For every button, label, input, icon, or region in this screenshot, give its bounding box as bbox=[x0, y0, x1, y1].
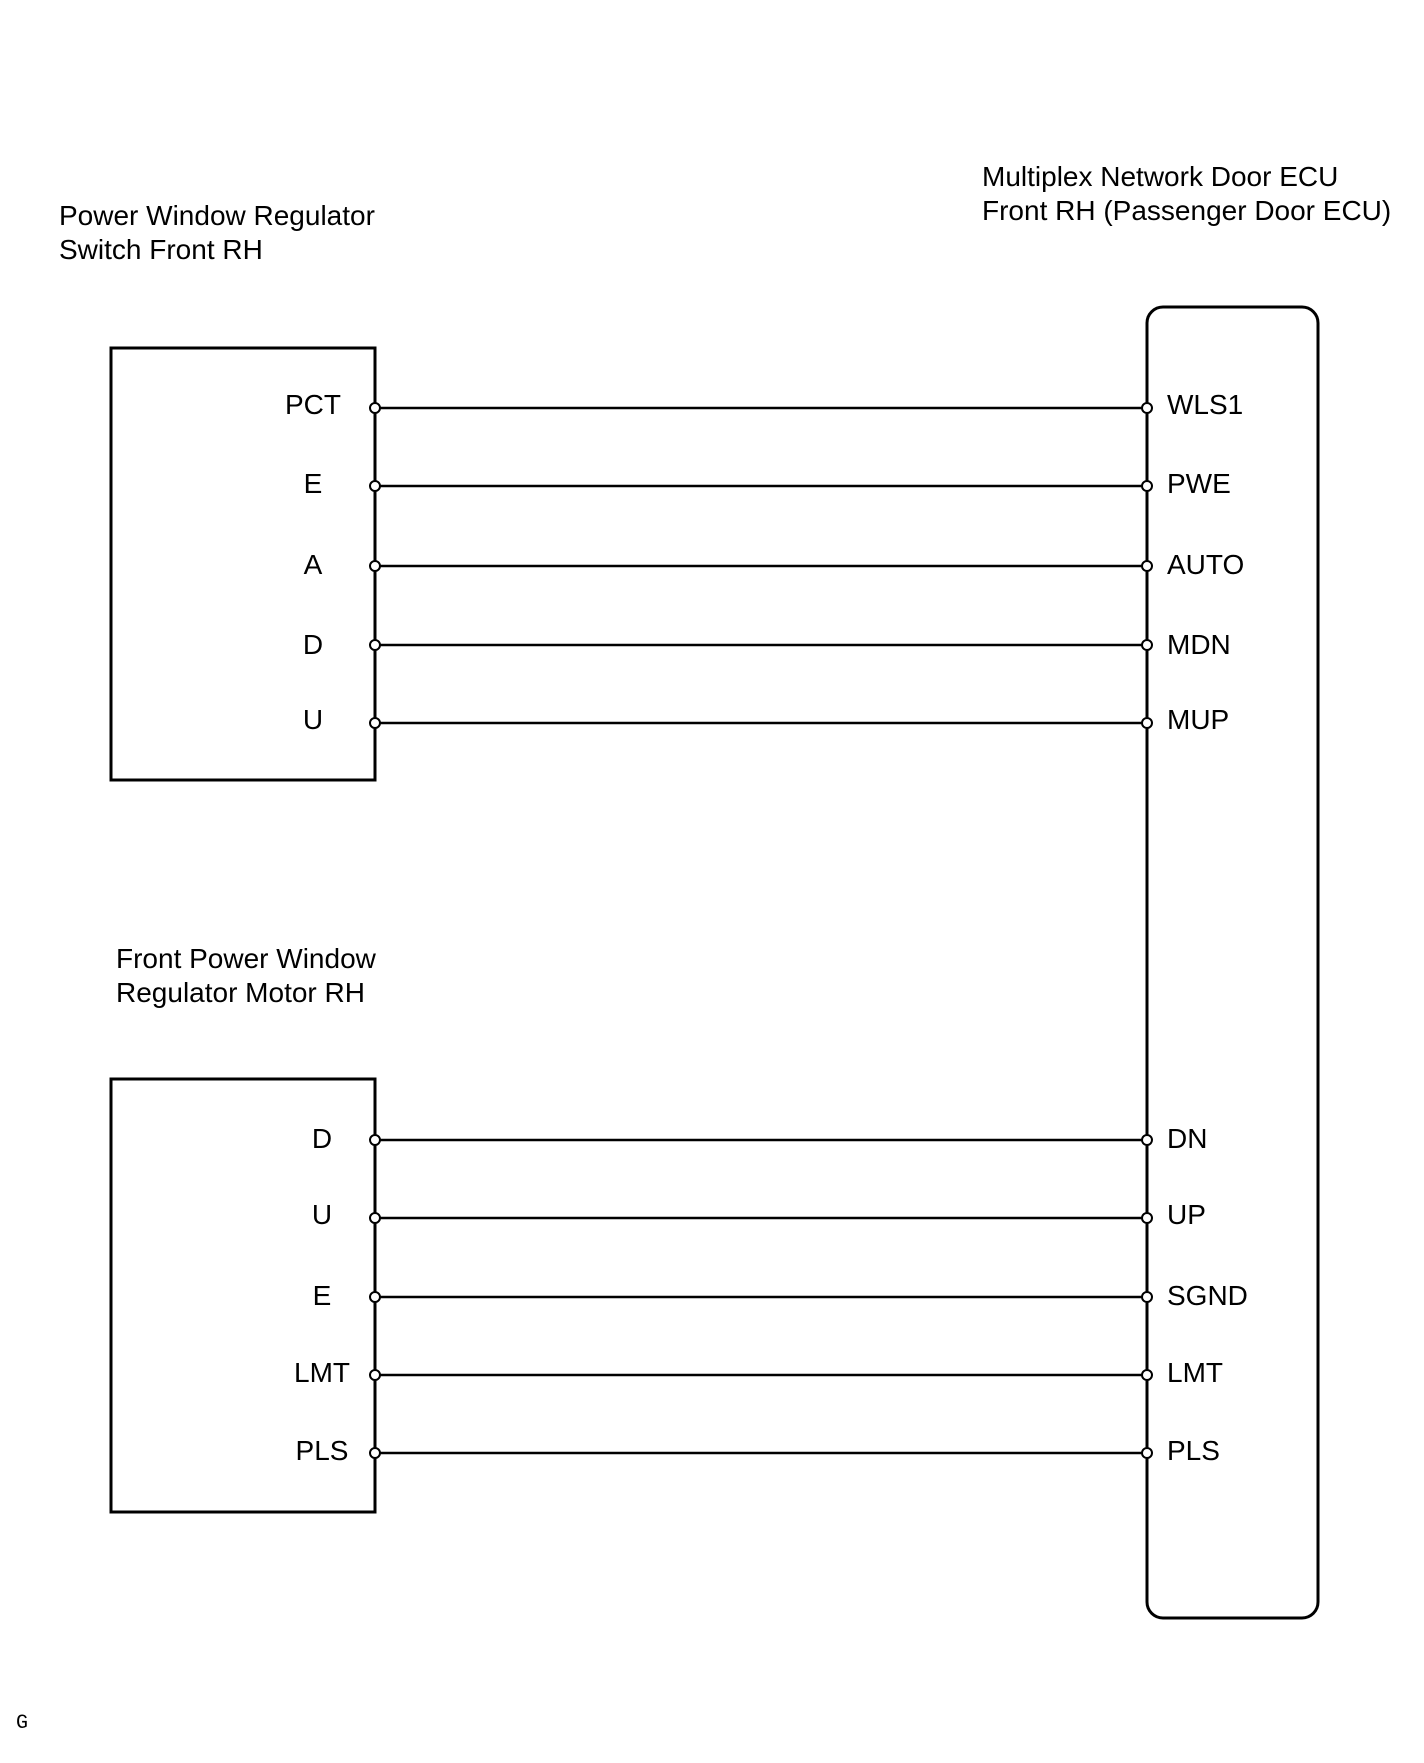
switch-pin-label: A bbox=[303, 549, 323, 580]
wire bbox=[304, 549, 1245, 580]
terminal-dot bbox=[1142, 640, 1152, 650]
terminal-dot bbox=[1142, 481, 1152, 491]
ecu-title-line1: Multiplex Network Door ECU bbox=[982, 161, 1339, 192]
terminal-dot bbox=[370, 403, 380, 413]
terminal-dot bbox=[370, 481, 380, 491]
terminal-dot bbox=[1142, 1448, 1152, 1458]
motor-title-line1: Front Power Window bbox=[116, 943, 376, 974]
wire bbox=[312, 1199, 1206, 1230]
terminal-dot bbox=[370, 718, 380, 728]
motor-pin-label: U bbox=[311, 1199, 333, 1230]
wire bbox=[296, 1435, 1220, 1466]
switch-pin-label: U bbox=[302, 704, 324, 735]
terminal-dot bbox=[1142, 718, 1152, 728]
terminal-dot bbox=[370, 1292, 380, 1302]
ecu-pin-label: MDN bbox=[1167, 629, 1231, 660]
ecu-pin-label: MUP bbox=[1167, 704, 1230, 735]
motor-pin-label: E bbox=[312, 1280, 332, 1311]
wire bbox=[312, 1123, 1208, 1154]
wire bbox=[294, 1357, 1223, 1388]
ecu-pin-label: LMT bbox=[1167, 1357, 1223, 1388]
wire bbox=[303, 629, 1231, 660]
terminal-dot bbox=[1142, 403, 1152, 413]
motor-wires bbox=[294, 1123, 1248, 1466]
terminal-dot bbox=[370, 561, 380, 571]
terminal-dot bbox=[1142, 1370, 1152, 1380]
ecu-pin-label: AUTO bbox=[1167, 549, 1245, 580]
ecu-pin-label: UP bbox=[1167, 1199, 1206, 1230]
ecu-pin-label: PWE bbox=[1167, 468, 1231, 499]
terminal-dot bbox=[370, 1370, 380, 1380]
switch-pin-label: E bbox=[303, 468, 323, 499]
ecu-title-line2: Front RH (Passenger Door ECU) bbox=[982, 195, 1392, 226]
terminal-dot bbox=[1142, 1213, 1152, 1223]
terminal-dot bbox=[1142, 1292, 1152, 1302]
motor-pin-label: LMT bbox=[294, 1357, 350, 1388]
motor-title-line2: Regulator Motor RH bbox=[116, 977, 365, 1008]
motor-pin-label: PLS bbox=[295, 1435, 349, 1466]
ecu-pin-label: WLS1 bbox=[1167, 389, 1244, 420]
wire bbox=[285, 389, 1243, 420]
wire bbox=[313, 1280, 1248, 1311]
terminal-dot bbox=[1142, 561, 1152, 571]
terminal-dot bbox=[370, 1448, 380, 1458]
figure-mark: G bbox=[16, 1712, 29, 1735]
terminal-dot bbox=[370, 640, 380, 650]
wire bbox=[304, 468, 1231, 499]
switch-wires bbox=[285, 389, 1244, 735]
ecu-pin-label: DN bbox=[1167, 1123, 1208, 1154]
terminal-dot bbox=[1142, 1135, 1152, 1145]
ecu-box bbox=[1147, 307, 1318, 1618]
terminal-dot bbox=[370, 1213, 380, 1223]
ecu-pin-label: PLS bbox=[1167, 1435, 1220, 1466]
switch-title-line2: Switch Front RH bbox=[59, 234, 263, 265]
motor-pin-label: D bbox=[311, 1123, 333, 1154]
wire bbox=[303, 704, 1229, 735]
switch-pin-label: D bbox=[302, 629, 324, 660]
switch-pin-label: PCT bbox=[285, 389, 341, 420]
ecu-pin-label: SGND bbox=[1167, 1280, 1248, 1311]
terminal-dot bbox=[370, 1135, 380, 1145]
switch-title-line1: Power Window Regulator bbox=[59, 200, 375, 231]
